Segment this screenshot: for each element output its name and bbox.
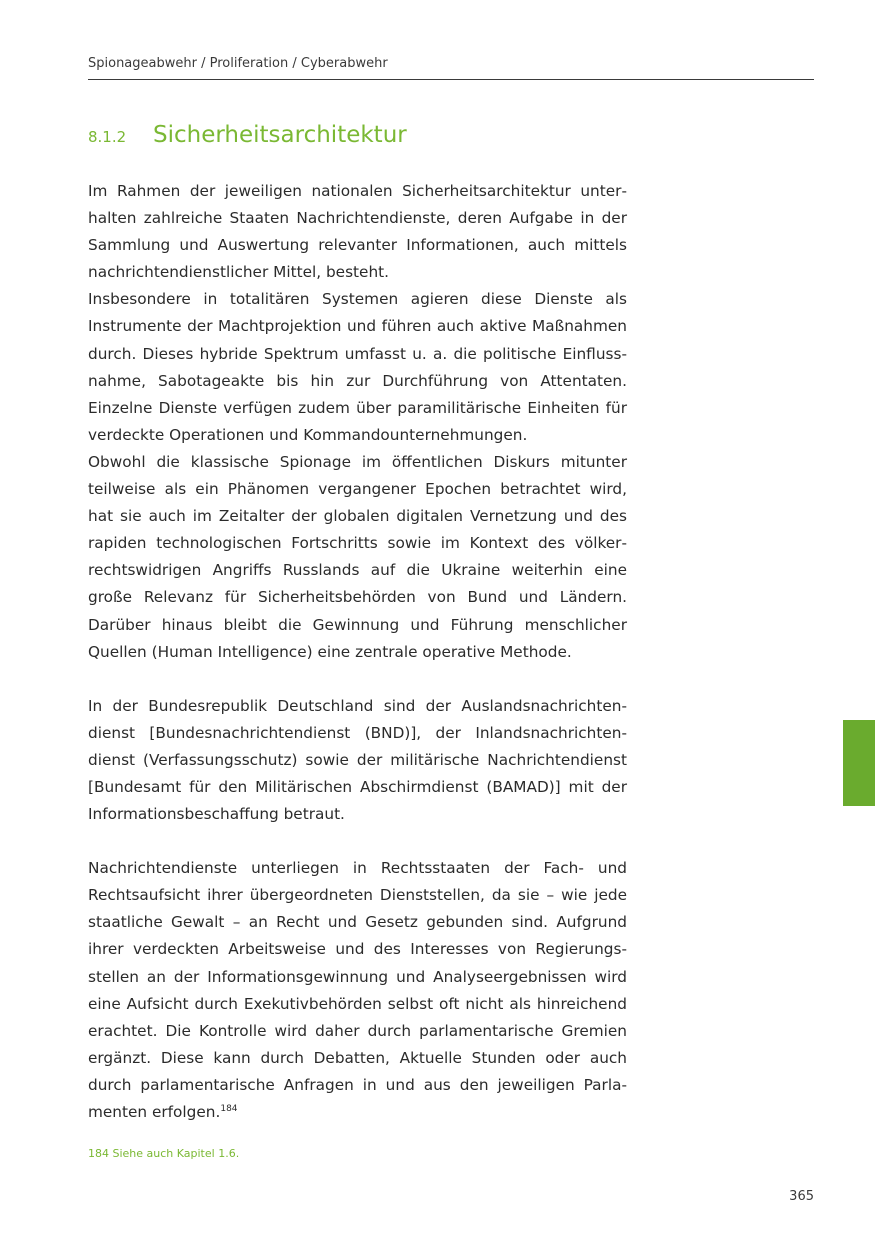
running-header: Spionageabwehr / Proliferation / Cyberabwehr <box>88 56 388 71</box>
paragraph-5 <box>88 855 627 1126</box>
section-title: Sicherheitsarchitektur <box>153 122 407 148</box>
footnote-reference[interactable]: 184 <box>220 1103 238 1114</box>
paragraph-4: In der Bundesrepublik Deutschland sind der Auslandsnachrichtendienst [Bundesnachrichtendienst (BND)], der Inlandsnachrichtendienst (Verfassungsschutz) sowie der militärische Nachrichtendienst [Bundesamt für den Militärischen Abschirmdienst (BAMAD)] mit der Informationsbeschaffung betraut. <box>88 696 627 824</box>
section-number: 8.1.2 <box>88 128 127 146</box>
chapter-thumb-tab <box>843 720 875 806</box>
paragraph-1: Im Rahmen der jeweiligen nationalen Sicherheitsarchitektur unterhalten zahlreiche Staaten Nachrichtendienste, deren Aufgabe in der Sammlung und Auswertung relevanter Informationen, auch mittels nachrichtendienstlicher Mittel, besteht. <box>88 182 627 282</box>
footnote: 184 Siehe auch Kapitel 1.6. <box>88 1147 240 1160</box>
paragraph-5-text: Nachrichtendienste unterliegen in Rechtsstaaten der Fach- und Rechtsaufsicht ihrer übergeordneten Dienststellen, da sie – wie jede staatliche Gewalt – an Recht und Gesetz gebunden sind. Aufgrund ihrer verdeckten Arbeitsweise und des Interesses von Regierungsstellen an der Informationsgewinnung und Analyseergebnissen wird eine Aufsicht durch Exekutivbehörden selbst oft nicht als hinreichend erachtet. Die Kontrolle wird daher durch parlamentarische Gremien ergänzt. Diese kann durch Debatten, Aktuelle Stunden oder auch durch parlamentarische Anfragen in und aus den jeweiligen Parlamenten erfolgen. <box>88 859 627 1121</box>
paragraph-2: Insbesondere in totalitären Systemen agieren diese Dienste als Instrumente der Machtprojektion und führen auch aktive Maßnahmen durch. Dieses hybride Spektrum umfasst u. a. die politische Einflussnahme, Sabotageakte bis hin zur Durchführung von Attentaten. Einzelne Dienste verfügen zudem über paramilitärische Einheiten für verdeckte Operationen und Kommandounternehmungen. <box>88 290 627 444</box>
header-rule <box>88 79 814 80</box>
page-number: 365 <box>789 1189 814 1204</box>
body-text <box>88 178 627 1126</box>
paragraph-3: Obwohl die klassische Spionage im öffentlichen Diskurs mitunter teilweise als ein Phänomen vergangener Epochen betrachtet wird, hat sie auch im Zeitalter der globalen digitalen Vernetzung und des rapiden technologischen Fortschritts sowie im Kontext des völkerrechtswidrigen Angriffs Russlands auf die Ukraine weiterhin eine große Relevanz für Sicherheitsbehörden von Bund und Ländern. Darüber hinaus bleibt die Gewinnung und Führung menschlicher Quellen (Human Intelligence) eine zentrale operative Methode. <box>88 452 627 661</box>
section-heading <box>88 122 407 148</box>
